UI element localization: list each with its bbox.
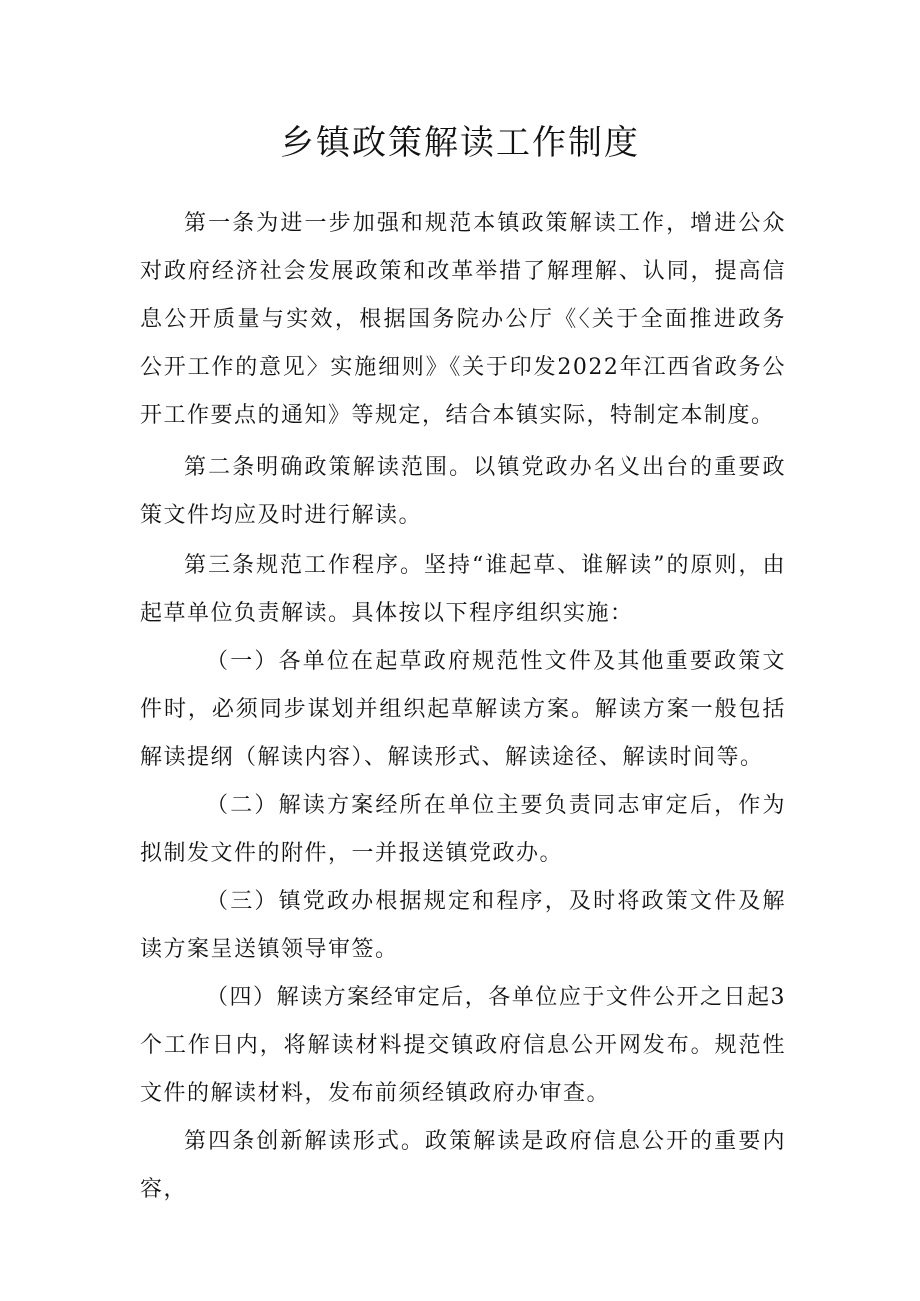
article-2-paragraph: 第二条明确政策解读范围。以镇党政办名义出台的重要政策文件均应及时进行解读。	[140, 455, 786, 528]
article-3-paragraph: 第三条规范工作程序。坚持“谁起草、谁解读”的原则，由起草单位负责解读。具体按以下程序组织实施：	[140, 553, 786, 626]
article-4-paragraph: 第四条创新解读形式。政策解读是政府信息公开的重要内容，	[140, 1129, 786, 1202]
article-1-paragraph: 第一条为进一步加强和规范本镇政策解读工作，增进公众对政府经济社会发展政策和改革举措了解理解、认同，提高信息公开质量与实效，根据国务院办公厅《〈关于全面推进政务公开工作的意见〉实施细则》《关于印发2022年江西省政务公开工作要点的通知》等规定，结合本镇实际，特制定本制度。	[140, 211, 786, 428]
article-3-item-4: （四）解读方案经审定后，各单位应于文件公开之日起3个工作日内，将解读材料提交镇政府信息公开网发布。规范性文件的解读材料，发布前须经镇政府办审查。	[140, 985, 786, 1106]
article-3-item-3: （三）镇党政办根据规定和程序，及时将政策文件及解读方案呈送镇领导审签。	[140, 889, 786, 962]
article-3-item-1: （一）各单位在起草政府规范性文件及其他重要政策文件时，必须同步谋划并组织起草解读方案。解读方案一般包括解读提纲（解读内容）、解读形式、解读途径、解读时间等。	[140, 649, 786, 770]
article-3-item-2: （二）解读方案经所在单位主要负责同志审定后，作为拟制发文件的附件，一并报送镇党政办。	[140, 793, 786, 866]
document-title: 乡镇政策解读工作制度	[280, 123, 640, 163]
